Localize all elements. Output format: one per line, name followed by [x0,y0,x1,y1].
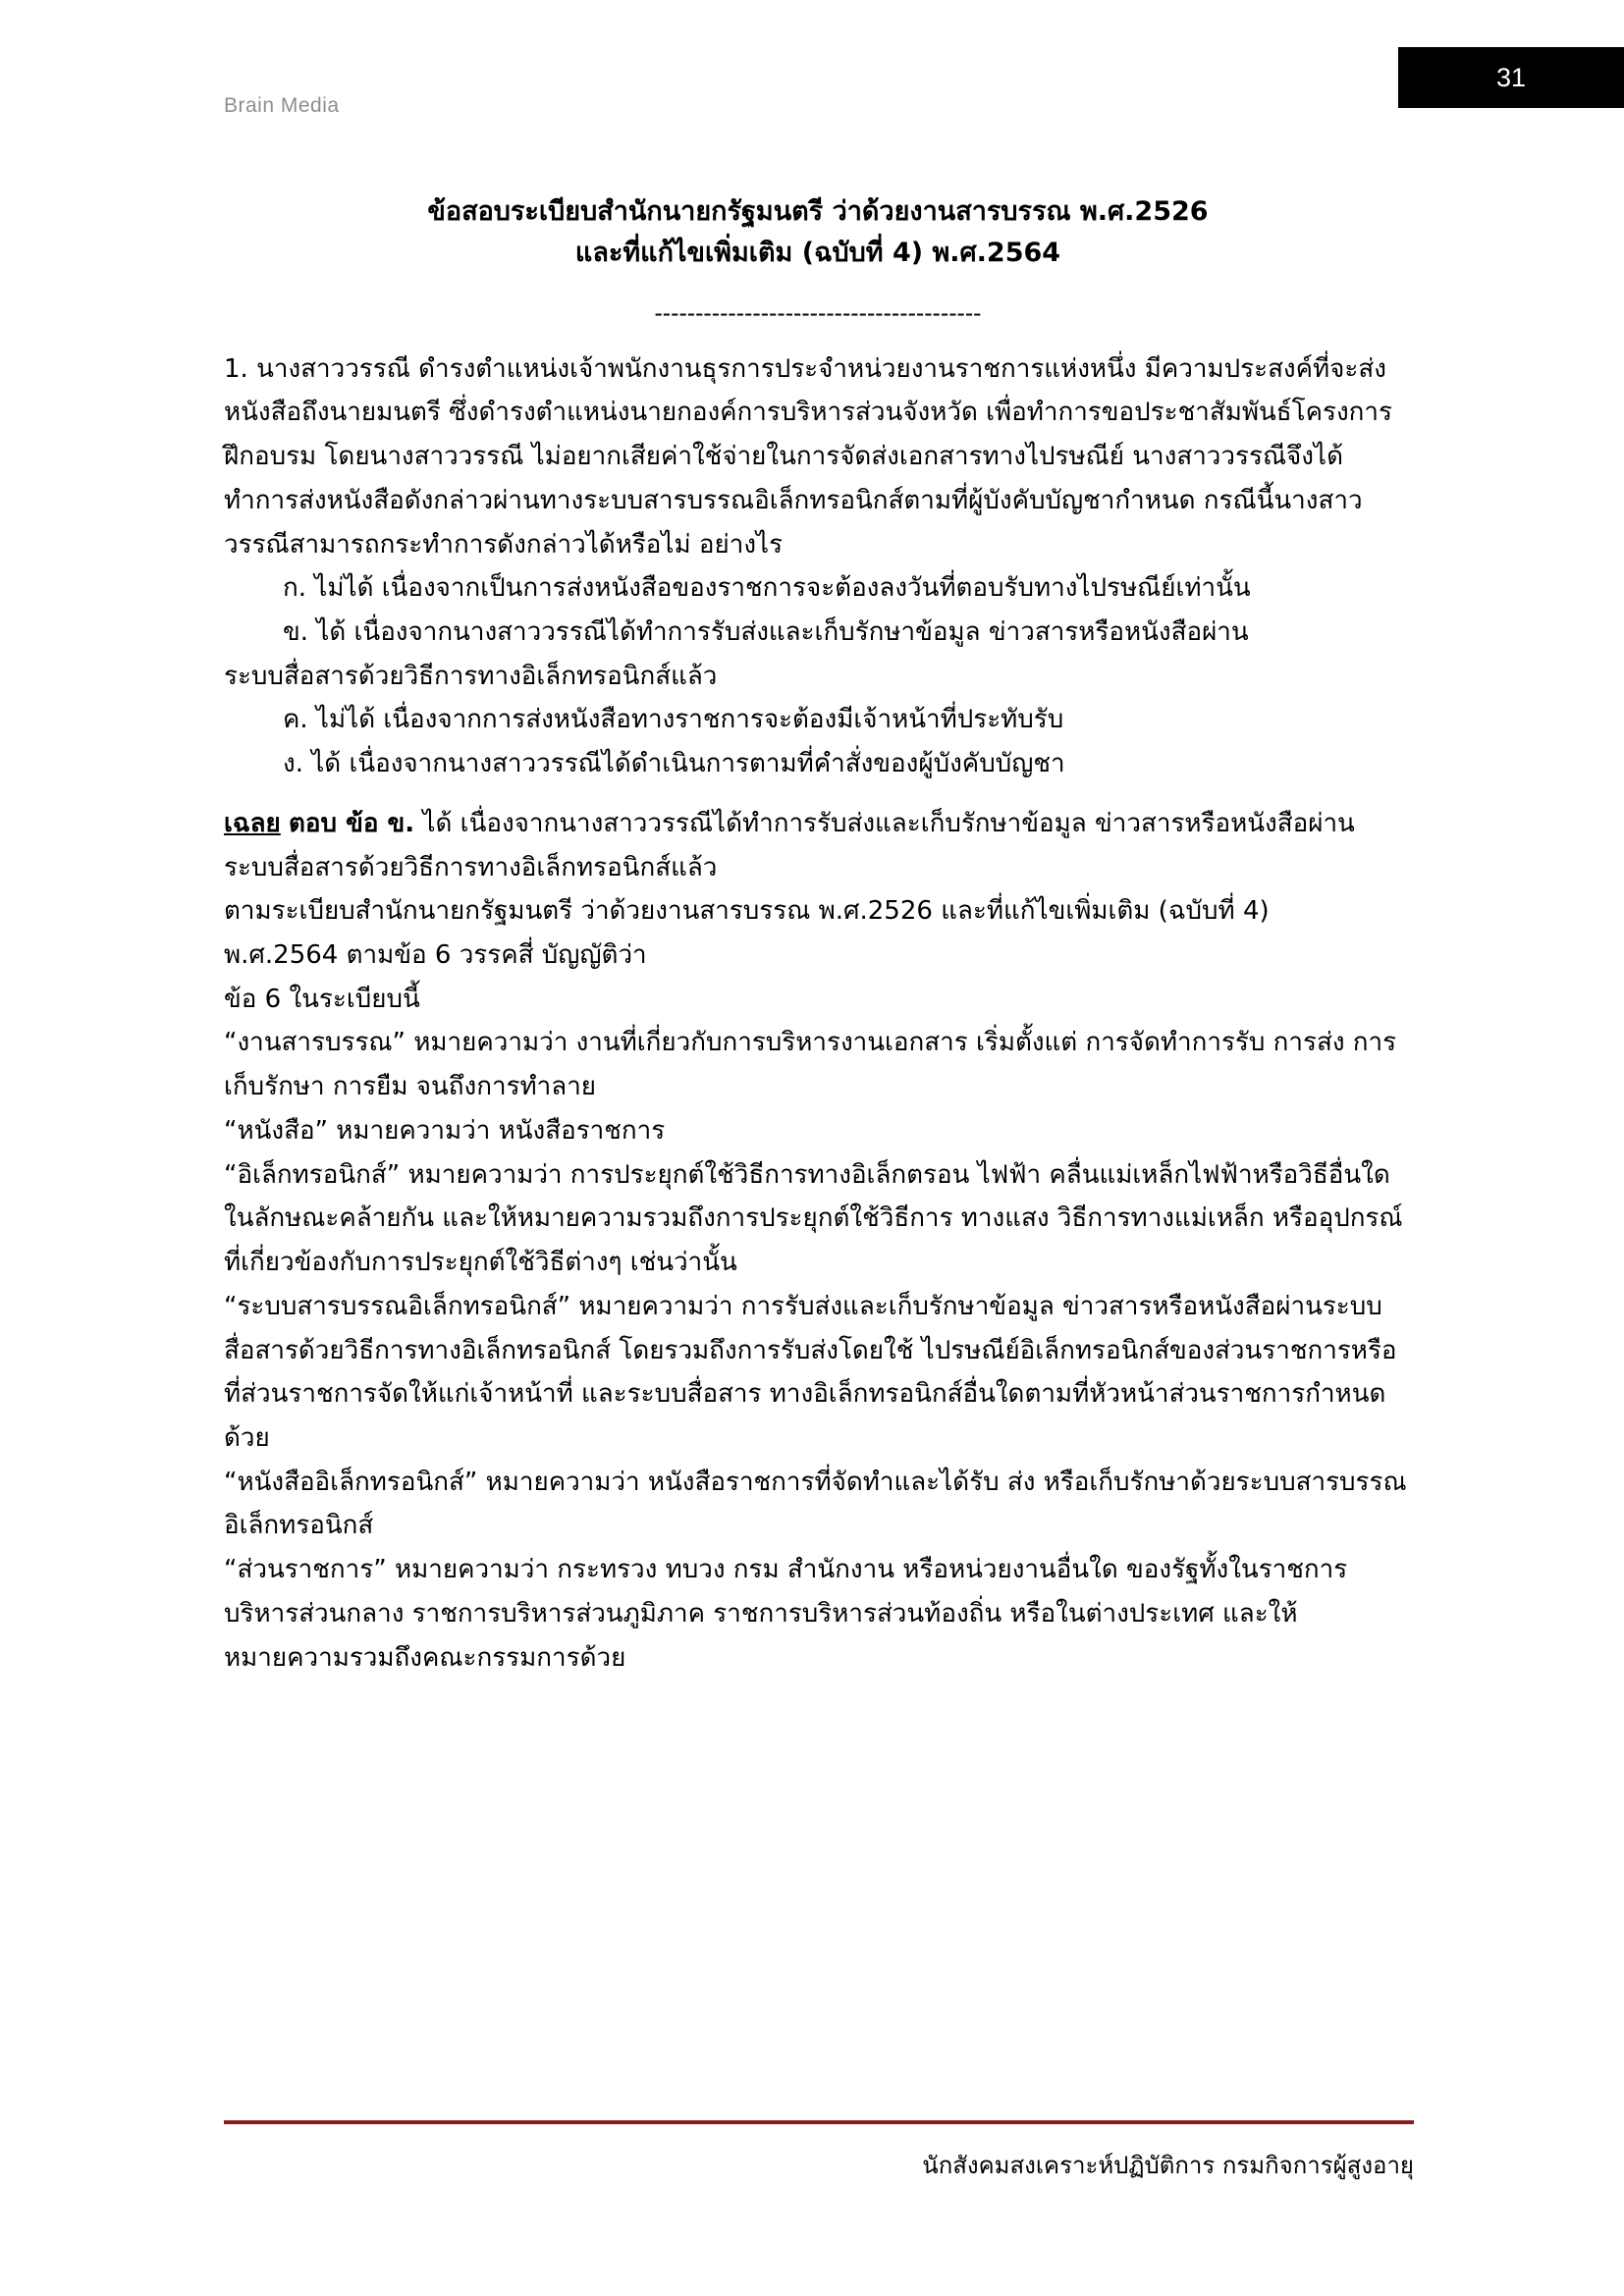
page-number-badge [1398,47,1624,108]
title-divider: ---------------------------------------- [654,298,982,327]
footer-divider [224,2120,1414,2124]
page-number-text: 31 [1495,62,1527,92]
definition-electronics: “อิเล็กทรอนิกส์” หมายความว่า การประยุกต์ใช้วิธีการทางอิเล็กตรอน ไฟฟ้า คลื่นแม่เหล็กไฟฟ้าหรือวิธีอื่นใดในลักษณะคล้ายกัน และให้หมายความรวมถึงการประยุกต์ใช้วิธีการ ทางแสง วิธีการทางแม่เหล็ก หรืออุปกรณ์ที่เกี่ยวข้องกับการประยุกต์ใช้วิธีต่างๆ เช่นว่านั้น [224,1159,1403,1278]
footer-text: นักสังคมสงเคราะห์ปฏิบัติการ กรมกิจการผู้สูงอายุ [922,2152,1414,2179]
definition-nangsue: “หนังสือ” หมายความว่า หนังสือราชการ [224,1115,666,1146]
choice-item-c: ค. ไม่ได้ เนื่องจากการส่งหนังสือทางราชการจะต้องมีเจ้าหน้าที่ประทับรับ [283,705,1064,735]
spacer [224,786,1412,802]
answer-reference-line-1: ตามระเบียบสำนักนายกรัฐมนตรี ว่าด้วยงานสารบรรณ พ.ศ.2526 และที่แก้ไขเพิ่มเติม (ฉบับที่ 4) [224,896,1270,927]
clause-heading: ข้อ 6 ในระเบียบนี้ [224,984,420,1014]
brand-label: Brain Media [224,94,340,117]
title-line-2: และที่แก้ไขเพิ่มเติม (ฉบับที่ 4) พ.ศ.2564 [574,237,1061,268]
definition-esarabun-system: “ระบบสารบรรณอิเล็กทรอนิกส์” หมายความว่า การรับส่งและเก็บรักษาข้อมูล ข่าวสารหรือหนังสือผ่านระบบสื่อสารด้วยวิธีการทางอิเล็กทรอนิกส์ โดยรวมถึงการรับส่งโดยใช้ ไปรษณีย์อิเล็กทรอนิกส์ของส่วนราชการหรือที่ส่วนราชการจัดให้แก่เจ้าหน้าที่ และระบบสื่อสาร ทางอิเล็กทรอนิกส์อื่นใดตามที่หัวหน้าส่วนราชการกำหนดด้วย [224,1291,1397,1453]
answer-reference-line-2: พ.ศ.2564 ตามข้อ 6 วรรคสี่ บัญญัติว่า [224,940,647,971]
choice-item-b: ข. ได้ เนื่องจากนางสาววรรณีได้ทำการรับส่งและเก็บรักษาข้อมูล ข่าวสารหรือหนังสือผ่าน [283,617,1249,647]
answer-choice: ตอบ ข้อ ข. [289,808,415,838]
choice-item-b-cont: ระบบสื่อสารด้วยวิธีการทางอิเล็กทรอนิกส์แล้ว [224,661,718,691]
document-content [224,191,1412,1680]
question-text: 1. นางสาววรรณี ดำรงตำแหน่งเจ้าพนักงานธุรการประจำหน่วยงานราชการแห่งหนึ่ง มีความประสงค์ที่จะส่งหนังสือถึงนายมนตรี ซึ่งดำรงตำแหน่งนายกองค์การบริหารส่วนจังหวัด เพื่อทำการขอประชาสัมพันธ์โครงการฝึกอบรม โดยนางสาววรรณี ไม่อยากเสียค่าใช้จ่ายในการจัดส่งเอกสารทางไปรษณีย์ นางสาววรรณีจึงได้ทำการส่งหนังสือดังกล่าวผ่านทางระบบสารบรรณอิเล็กทรอนิกส์ตามที่ผู้บังคับบัญชากำหนด กรณีนี้นางสาววรรณีสามารถกระทำการดังกล่าวได้หรือไม่ อย่างไร [224,353,1392,560]
answer-paragraph [224,802,1412,889]
answer-text: ได้ เนื่องจากนางสาววรรณีได้ทำการรับส่งและเก็บรักษาข้อมูล ข่าวสารหรือหนังสือผ่านระบบสื่อสารด้วยวิธีการทางอิเล็กทรอนิกส์แล้ว [224,808,1355,882]
choice-item-d: ง. ได้ เนื่องจากนางสาววรรณีได้ดำเนินการตามที่คำสั่งของผู้บังคับบัญชา [283,749,1065,779]
choice-item-a: ก. ไม่ได้ เนื่องจากเป็นการส่งหนังสือของราชการจะต้องลงวันที่ตอบรับทางไปรษณีย์เท่านั้น [283,573,1251,604]
definition-government-agency: “ส่วนราชการ” หมายความว่า กระทรวง ทบวง กรม สำนักงาน หรือหน่วยงานอื่นใด ของรัฐทั้งในราชการบริหารส่วนกลาง ราชการบริหารส่วนภูมิภาค ราชการบริหารส่วนท้องถิ่น หรือในต่างประเทศ และให้หมายความรวมถึงคณะกรรมการด้วย [224,1555,1348,1673]
answer-label: เฉลย [224,808,281,838]
definition-e-document: “หนังสืออิเล็กทรอนิกส์” หมายความว่า หนังสือราชการที่จัดทำและได้รับ ส่ง หรือเก็บรักษาด้วยระบบสารบรรณอิเล็กทรอนิกส์ [224,1467,1407,1541]
definition-sarabun: “งานสารบรรณ” หมายความว่า งานที่เกี่ยวกับการบริหารงานเอกสาร เริ่มตั้งแต่ การจัดทำการรับ การส่ง การเก็บรักษา การยืม จนถึงการทำลาย [224,1028,1397,1102]
page-title [224,191,1412,274]
title-line-1: ข้อสอบระเบียบสำนักนายกรัฐมนตรี ว่าด้วยงานสารบรรณ พ.ศ.2526 [427,196,1209,227]
